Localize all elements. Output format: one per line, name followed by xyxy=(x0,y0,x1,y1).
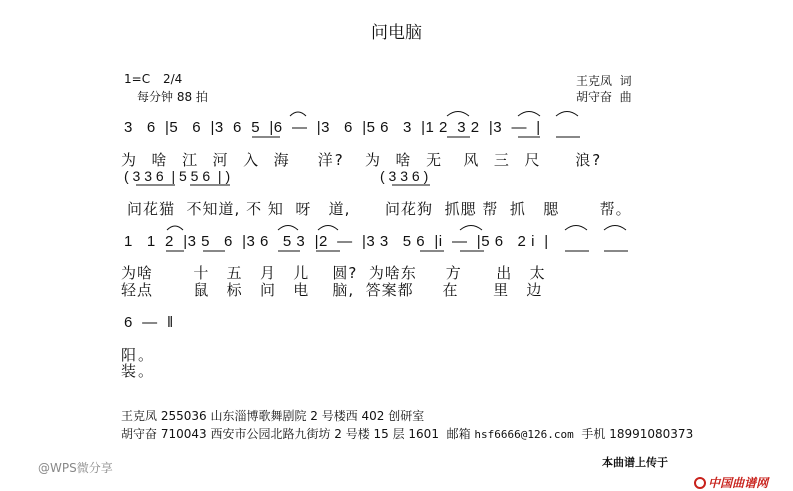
footer-email[interactable]: hsf6666@126.com xyxy=(474,428,574,441)
slur-mark xyxy=(290,112,306,116)
lyric-line-4: 轻点 鼠 标 问 电 脑, 答案都 在 里 边 xyxy=(121,281,543,299)
composer-credit: 胡守奋 曲 xyxy=(576,90,632,104)
slur-mark xyxy=(604,226,626,231)
lyric-line-6: 装。 xyxy=(121,362,156,380)
footer-contact-2 xyxy=(121,425,693,442)
key-signature: 1=C xyxy=(124,72,151,86)
footer-address: 胡守奋 710043 西安市公园北路九街坊 2 号楼 15 层 1601 邮箱 xyxy=(121,427,471,441)
slur-mark xyxy=(278,226,298,231)
notation-line-2: 1 1 2 |3 5 6 |3 6 5 3 |2 — |3 3 5 6 |i — |5 6 2 i | xyxy=(124,233,549,250)
parenthetical-accompaniment-right: ( 3 3 6 ) xyxy=(380,168,429,184)
lyric-line-1: 为 啥 江 河 入 海 洋? 为 啥 无 风 三 尺 浪? xyxy=(121,151,603,169)
slur-mark xyxy=(556,112,578,117)
tempo-marking: 每分钟 88 拍 xyxy=(137,90,208,104)
slur-mark xyxy=(447,112,469,117)
lyric-line-5: 阳。 xyxy=(121,346,156,364)
wps-watermark: @WPS微分享 xyxy=(38,461,113,475)
slur-mark xyxy=(518,112,540,117)
slur-mark xyxy=(565,226,587,231)
notation-line-1: 3 6 |5 6 |3 6 5 |6 — |3 6 |5 6 3 |1 2 3 2 |3 — | xyxy=(124,119,541,136)
slur-mark xyxy=(318,226,338,231)
upload-credit: 本曲谱上传于 xyxy=(602,456,668,469)
site-logo[interactable] xyxy=(684,453,768,491)
lyric-line-3: 为啥 十 五 月 儿 圆? 为啥东 方 出 太 xyxy=(121,264,546,282)
time-signature: 2/4 xyxy=(163,72,183,86)
slur-mark xyxy=(460,226,482,231)
footer-phone: 手机 18991080373 xyxy=(581,427,694,441)
site-logo-icon xyxy=(694,477,706,489)
footer-contact-1: 王克凤 255036 山东淄博歌舞剧院 2 号楼西 402 创研室 xyxy=(121,409,425,423)
page-title: 问电脑 xyxy=(371,23,422,43)
notation-line-3: 6 — ‖ xyxy=(124,314,174,331)
slur-mark xyxy=(167,226,183,230)
lyricist-credit: 王克凤 词 xyxy=(576,74,632,88)
parenthetical-accompaniment-left: ( 3 3 6 | 5 5 6 | ) xyxy=(124,168,231,184)
site-logo-text: 中国曲谱网 xyxy=(708,476,769,490)
lyric-line-2: 问花猫 不知道, 不 知 呀 道, 问花狗 抓腮 帮 抓 腮 帮。 xyxy=(127,200,632,218)
